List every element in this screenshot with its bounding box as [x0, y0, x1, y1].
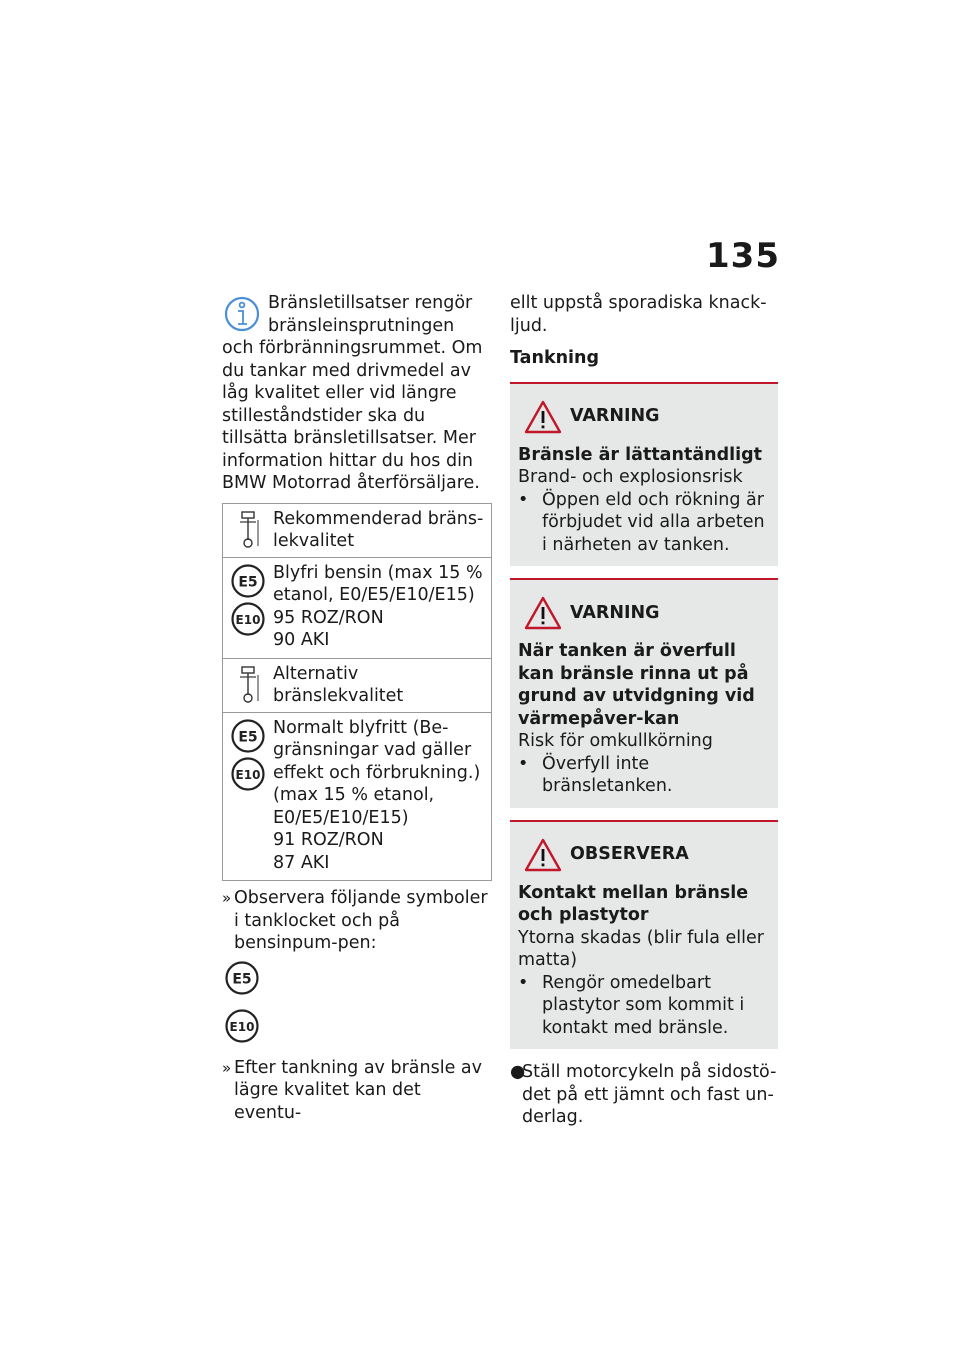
recommended-octane-aki: 90 AKI: [273, 630, 330, 650]
e5-badge-icon: [224, 961, 260, 995]
svg-text:E5: E5: [238, 574, 258, 590]
info-line-2: bränsleinsprutningen: [268, 315, 455, 336]
info-note: [222, 292, 492, 495]
warning-box-overfill: [510, 578, 778, 808]
warning-title: VARNING: [570, 602, 660, 623]
symbol-list: [224, 961, 492, 1043]
e10-badge-icon: [224, 1009, 260, 1043]
e5-badge-icon: [230, 564, 266, 598]
step-sidestand: ● Ställ motorcykeln på sidostö-det på ett jämnt och fast un-derlag.: [510, 1062, 777, 1127]
fuel-quality-table: [222, 503, 492, 882]
svg-text:E10: E10: [235, 612, 261, 627]
right-column: [510, 292, 778, 1129]
arrow-marker: »: [222, 1058, 232, 1077]
left-column: [222, 292, 492, 1124]
notice-box-plastic: [510, 820, 778, 1050]
notice-bullet: • Rengör omedelbart plastytor som kommit i kontakt med bränsle.: [518, 972, 745, 1038]
info-line-1: Bränsletillsatser rengör: [268, 293, 473, 313]
recommended-octane-ron: 95 ROZ/RON: [273, 607, 384, 628]
svg-text:E10: E10: [229, 1019, 255, 1034]
alternative-fuel-label: Alternativ bränslekvalitet: [273, 663, 404, 706]
warning-risk: Risk för omkullkörning: [518, 731, 713, 751]
low-quality-fuel-note: » Efter tankning av bränsle av lägre kvalitet kan det eventu-: [222, 1057, 482, 1123]
warning-triangle-icon: [524, 400, 562, 434]
warning-headline: När tanken är överfull kan bränsle rinna ut på grund av utvidgning vid värmepåver-kan: [518, 641, 755, 729]
warning-triangle-icon: [524, 838, 562, 872]
warning-triangle-icon: [524, 596, 562, 630]
e10-badge-icon: [230, 757, 266, 791]
step-marker: ●: [510, 1062, 526, 1082]
alternative-fuel-header-row: [223, 658, 491, 712]
info-line-3: och förbränningsrummet. Om du tankar med drivmedel av låg kvalitet eller vid längre stilleståndstider ska du tillsätta bränsletillsatser. Mer information hittar du hos din BMW Motorrad återförsäljare.: [222, 338, 483, 493]
notice-title: OBSERVERA: [570, 844, 689, 865]
warning-bullet: • Öppen eld och rökning är förbjudet vid alla arbeten i närheten av tanken.: [518, 489, 765, 555]
svg-text:E5: E5: [238, 729, 258, 745]
e5-badge-icon: [230, 719, 266, 753]
observe-symbols-note: » Observera följande symboler i tanklocket och på bensinpum-pen:: [222, 888, 488, 953]
svg-text:E10: E10: [235, 767, 261, 782]
notice-risk: Ytorna skadas (blir fula eller matta): [518, 927, 764, 970]
alternative-octane-ron: 91 ROZ/RON: [273, 830, 384, 850]
alternative-fuel-description: Normalt blyfritt (Be-gränsningar vad gäller effekt och förbrukning.) (max 15 % etanol, E0/E5/E10/E15): [273, 717, 481, 828]
recommended-fuel-spec-row: [223, 557, 491, 658]
warning-title: VARNING: [570, 406, 660, 427]
e10-badge-icon: [230, 602, 266, 636]
recommended-fuel-header-row: [223, 504, 491, 557]
warning-risk: Brand- och explosionsrisk: [518, 467, 743, 487]
recommended-fuel-label: Rekommenderad bräns-lekvalitet: [273, 508, 484, 551]
arrow-marker: »: [222, 889, 232, 907]
svg-text:E5: E5: [232, 971, 252, 987]
page-number: 135: [706, 236, 780, 276]
continued-text: ellt uppstå sporadiska knack-ljud.: [510, 293, 767, 336]
notice-headline: Kontakt mellan bränsle och plastytor: [518, 882, 749, 925]
alternative-octane-aki: 87 AKI: [273, 852, 330, 873]
warning-bullet: • Överfyll inte bränsletanken.: [518, 753, 673, 796]
alternative-fuel-spec-row: [223, 712, 491, 881]
warning-headline: Bränsle är lättantändligt: [518, 444, 763, 465]
info-icon: [224, 294, 260, 334]
warning-box-flammable: [510, 382, 778, 567]
fuel-pump-icon: [234, 665, 262, 705]
recommended-fuel-description: Blyfri bensin (max 15 % etanol, E0/E5/E10/E15): [273, 562, 483, 605]
fuel-pump-icon: [234, 510, 262, 550]
section-heading: Tankning: [510, 348, 600, 368]
